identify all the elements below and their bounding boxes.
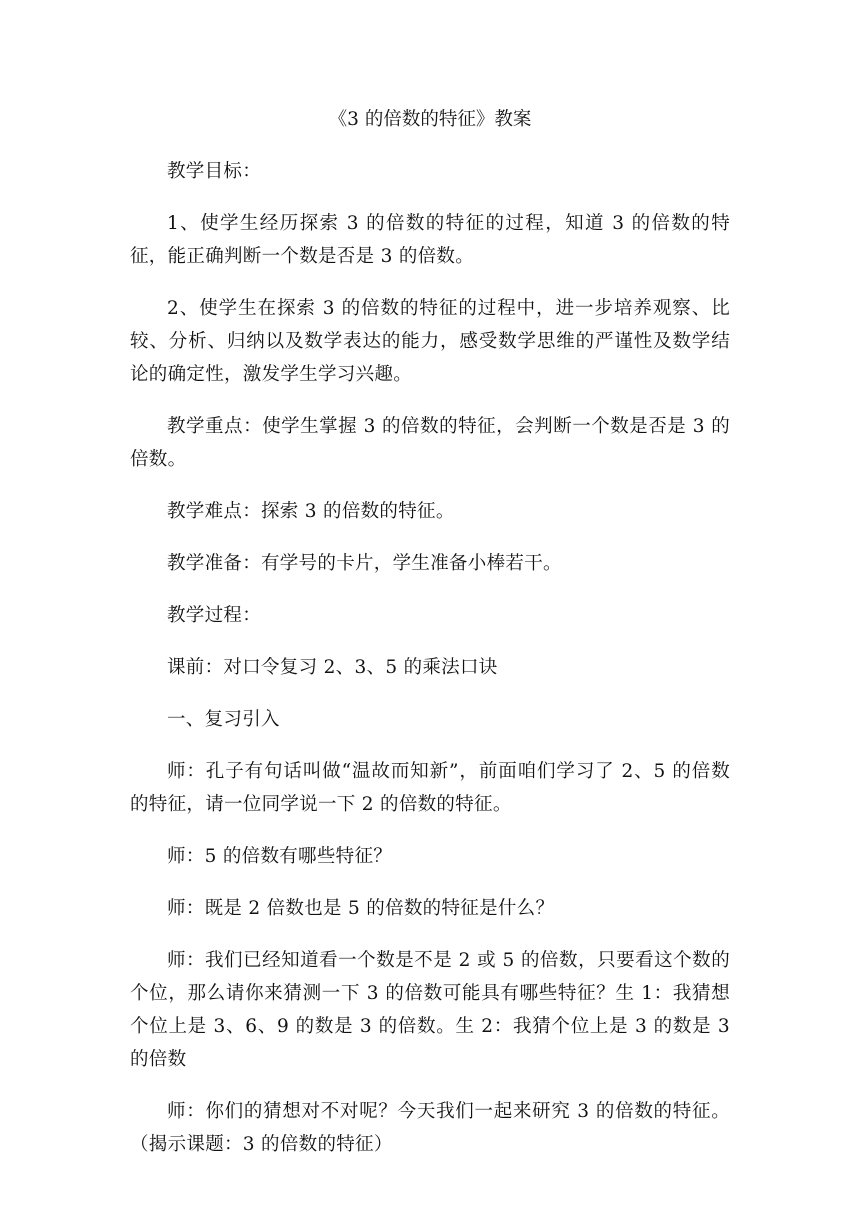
section-heading-review: 一、复习引入 <box>167 709 280 730</box>
difficulty-paragraph: 教学难点：探索 3 的倍数的特征。 <box>167 501 455 522</box>
section-heading-objectives: 教学目标： <box>167 161 262 182</box>
objective-paragraph-2: 2、使学生在探索 3 的倍数的特征的过程中，进一步培养观察、比较、分析、归纳以及数学表达的能力，感受数学思维的严谨性及数学结论的确定性，激发学生学习兴趣。 <box>130 298 730 385</box>
teacher-line-4: 师：我们已经知道看一个数是不是 2 或 5 的倍数，只要看这个数的个位，那么请你来猜测一下 3 的倍数可能具有哪些特征？生 1：我猜想个位上是 3、6、9 的数是 3 的倍数。生 2：我猜个位上是 3 的数是 3 的倍数 <box>130 950 730 1070</box>
pre-class-paragraph: 课前：对口令复习 2、3、5 的乘法口诀 <box>167 657 498 678</box>
document-body <box>130 103 730 1180</box>
objective-paragraph-1: 1、使学生经历探索 3 的倍数的特征的过程，知道 3 的倍数的特征，能正确判断一个数是否是 3 的倍数。 <box>130 213 730 267</box>
teacher-line-3: 师：既是 2 倍数也是 5 的倍数的特征是什么？ <box>167 898 555 919</box>
key-points-paragraph: 教学重点：使学生掌握 3 的倍数的特征，会判断一个数是否是 3 的倍数。 <box>130 416 730 470</box>
teacher-line-5: 师：你们的猜想对不对呢？今天我们一起来研究 3 的倍数的特征。（揭示课题：3 的倍数的特征） <box>130 1101 730 1155</box>
document-title: 《3 的倍数的特征》教案 <box>328 109 532 130</box>
section-heading-process: 教学过程： <box>167 605 262 626</box>
preparation-paragraph: 教学准备：有学号的卡片，学生准备小棒若干。 <box>167 553 562 574</box>
teacher-line-1: 师：孔子有句话叫做“温故而知新”，前面咱们学习了 2、5 的倍数的特征，请一位同学说一下 2 的倍数的特征。 <box>130 761 730 815</box>
teacher-line-2: 师：5 的倍数有哪些特征？ <box>167 846 393 867</box>
